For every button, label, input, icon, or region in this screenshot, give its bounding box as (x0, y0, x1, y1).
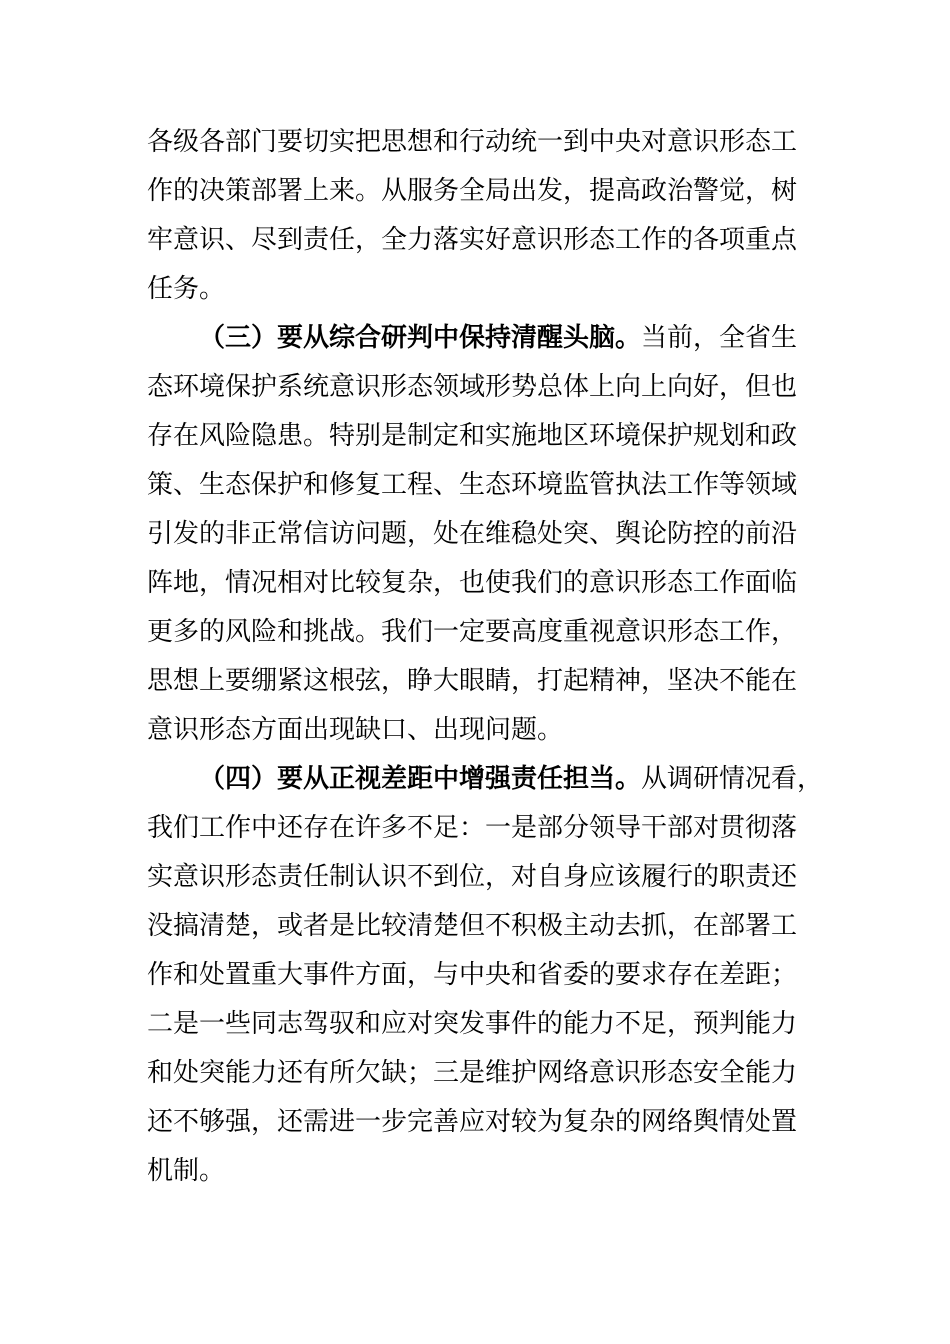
text-line: 机制。 (147, 1156, 226, 1186)
text-line: 作和处置重大事件方面，与中央和省委的要求存在差距； (147, 960, 798, 990)
paragraph-continuation (147, 118, 798, 314)
text-line: 存在风险隐患。特别是制定和实施地区环境保护规划和政 (147, 421, 798, 451)
text-run: 当前，全省生 (641, 323, 798, 353)
text-line: 和处突能力还有所欠缺；三是维护网络意识形态安全能力 (147, 1058, 798, 1088)
text-line: 我们工作中还存在许多不足：一是部分领导干部对贯彻落 (147, 813, 798, 843)
text-line-first (147, 755, 824, 804)
text-line: 还不够强，还需进一步完善应对较为复杂的网络舆情处置 (147, 1107, 798, 1137)
text-line: 牢意识、尽到责任，全力落实好意识形态工作的各项重点 (147, 225, 798, 255)
text-line: 二是一些同志驾驭和应对突发事件的能力不足，预判能力 (147, 1009, 798, 1039)
text-line: 更多的风险和挑战。我们一定要高度重视意识形态工作， (147, 617, 798, 647)
paragraph-section-three (147, 314, 798, 755)
text-line: 实意识形态责任制认识不到位，对自身应该履行的职责还 (147, 862, 798, 892)
paragraph-section-four (147, 755, 824, 1196)
text-line-first (147, 314, 798, 363)
text-run: 从调研情况看， (641, 764, 824, 794)
text-line: 任务。 (147, 274, 226, 304)
text-line: 没搞清楚，或者是比较清楚但不积极主动去抓，在部署工 (147, 911, 798, 941)
text-line: 各级各部门要切实把思想和行动统一到中央对意识形态工 (147, 127, 798, 157)
text-line: 思想上要绷紧这根弦，睁大眼睛，打起精神，坚决不能在 (147, 666, 798, 696)
text-line: 引发的非正常信访问题，处在维稳处突、舆论防控的前沿 (147, 519, 798, 549)
text-line: 态环境保护系统意识形态领域形势总体上向上向好，但也 (147, 372, 798, 402)
text-line: 策、生态保护和修复工程、生态环境监管执法工作等领域 (147, 470, 798, 500)
text-line: 作的决策部署上来。从服务全局出发，提高政治警觉，树 (147, 176, 798, 206)
section-heading-four: （四）要从正视差距中增强责任担当。 (199, 764, 642, 794)
text-line: 阵地，情况相对比较复杂，也使我们的意识形态工作面临 (147, 568, 798, 598)
text-line: 意识形态方面出现缺口、出现问题。 (147, 715, 564, 745)
section-heading-three: （三）要从综合研判中保持清醒头脑。 (199, 323, 642, 353)
document-body (147, 118, 824, 1196)
